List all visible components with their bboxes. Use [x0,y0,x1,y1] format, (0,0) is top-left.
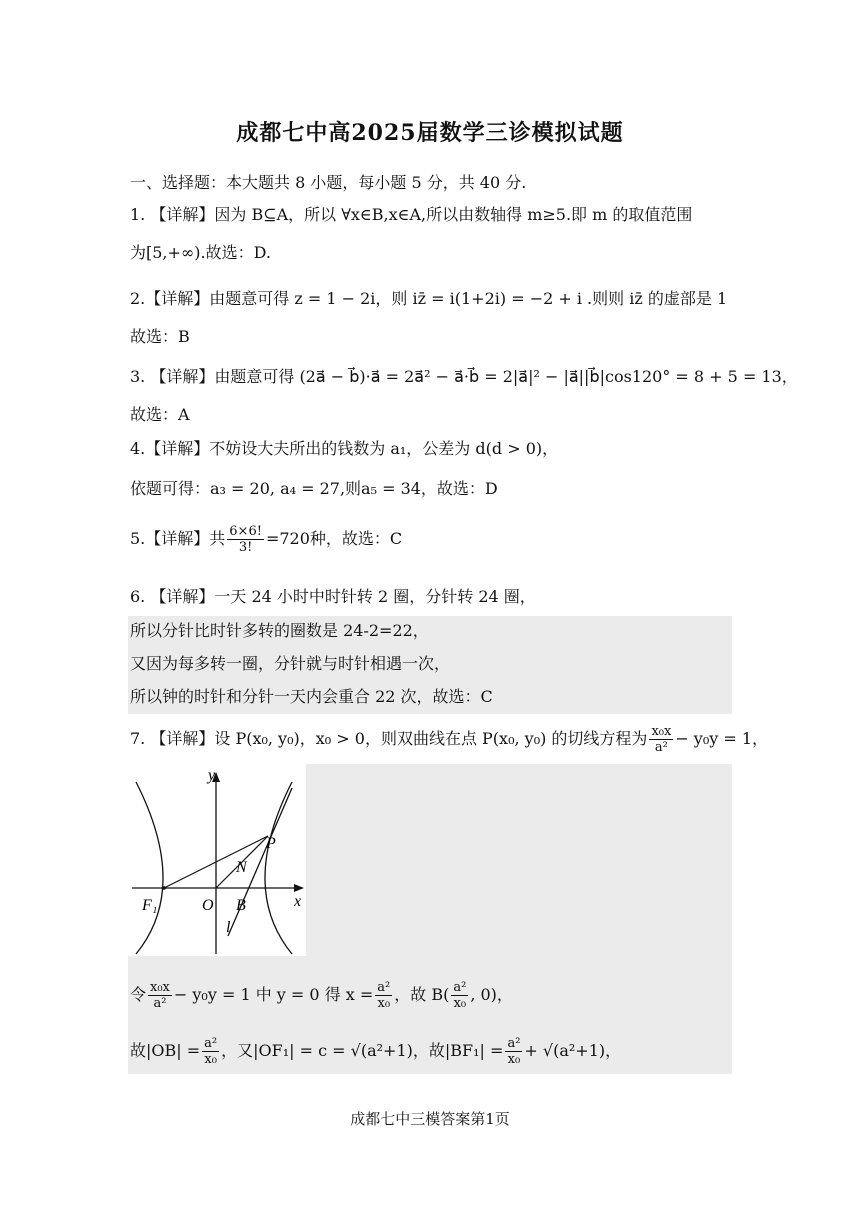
q6-line3: 又因为每多转一圈，分针就与时针相遇一次， [130,654,451,673]
hyperbola-left-branch [136,782,163,954]
q7-line3-frac2-num: a² [507,1036,521,1051]
q6-line2: 所以分针比时针多转的圈数是 24-2=22， [130,621,429,640]
q7-line2-frac-num: x₀x [150,980,170,995]
label-y-axis: y [208,767,216,784]
q1-line1: 1. 【详解】因为 B⊆A，所以 ∀x∈B,x∈A,所以由数轴得 m≥5.即 m 的取值范围 [130,205,693,224]
label-line-l: l [226,919,231,936]
label-focus-f1: F₁ [142,897,158,914]
q7-line2-mid: − y₀y = 1 中 y = 0 得 x = [173,985,374,1004]
q7-line3 [130,1036,621,1067]
q5-denominator: 3! [238,540,253,555]
q5-line [130,524,402,555]
label-x-axis: x [294,893,302,910]
section-heading: 一、选择题：本大题共 8 小题，每小题 5 分，共 40 分. [130,173,527,192]
label-origin: O [202,897,214,914]
hyperbola-right-branch [265,782,292,954]
q7-line1 [130,724,768,755]
q7-line2-fraction2 [375,980,392,1011]
q7-line2-frac-den: a² [153,996,167,1011]
q7-line3-fraction [202,1036,219,1067]
q2-line2: 故选：B [130,327,190,346]
q2-line1: 2.【详解】由题意可得 z = 1 − 2i，则 iz̄ = i(1+2i) = −2 + i .则则 iz̄ 的虚部是 1 [130,289,728,308]
q5-suffix: =720种，故选：C [265,529,403,548]
q5-fraction [227,524,264,555]
q3-line2: 故选：A [130,405,190,424]
q7-line3-prefix: 故|OB| = [130,1041,201,1060]
q7-line3-frac-den: x₀ [204,1052,217,1067]
hyperbola-diagram-svg [128,764,306,956]
q7-line2-suffix: , 0)， [470,985,513,1004]
q7-line3-suffix: + √(a²+1)， [524,1041,622,1060]
q7-tangent-frac-num: x₀x [651,724,672,739]
q7-line2-frac3-num: a² [453,980,467,995]
q1-line2: 为[5,+∞).故选：D. [130,243,271,262]
q7-line1-suffix: − y₀y = 1， [675,729,769,748]
page-title: 成都七中高2025届数学三诊模拟试题 [236,120,624,146]
q6-line4: 所以钟的时针和分针一天内会重合 22 次，故选：C [130,687,493,706]
page-footer: 成都七中三模答案第1页 [350,1110,510,1128]
q7-line2-frac3-den: x₀ [453,996,467,1011]
q7-line2-prefix: 令 [130,985,147,1004]
q3-line1: 3. 【详解】由题意可得 (2a⃗ − b⃗)·a⃗ = 2a⃗² − a⃗·b⃗ = 2|a⃗|² − |a⃗||b⃗|cos120° = 8 + 5 = 13， [130,367,798,386]
label-point-n: N [236,859,247,876]
q6-line1: 6. 【详解】一天 24 小时中时针转 2 圈，分针转 24 圈， [130,587,536,606]
q5-numerator: 6×6! [229,524,262,539]
q7-line2-fraction [148,980,172,1011]
q7-line2-fraction3 [451,980,468,1011]
q7-line3-frac-num: a² [204,1036,218,1051]
q7-line2-frac2-num: a² [377,980,391,995]
q7-tangent-frac-den: a² [654,740,668,755]
q7-line3-frac2-den: x₀ [507,1052,521,1067]
q7-tangent-fraction [649,724,673,755]
q7-line2-mid2: ，故 B( [394,985,450,1004]
q7-line1-prefix: 7. 【详解】设 P(x₀, y₀)，x₀ > 0，则双曲线在点 P(x₀, y₀) 的切线方程为 [130,729,648,748]
q4-line1: 4.【详解】不妨设大夫所出的钱数为 a₁，公差为 d(d > 0)， [130,439,559,458]
q7-line3-mid: ，又|OF₁| = c = √(a²+1)，故|BF₁| = [221,1041,504,1060]
x-axis-arrow [294,884,304,892]
q7-line2 [130,980,513,1011]
focus-point [162,886,166,890]
label-point-b: B [236,897,246,914]
label-point-p: P [266,835,276,852]
q7-line3-fraction2 [505,1036,522,1067]
q7-line2-frac2-den: x₀ [377,996,391,1011]
q4-line2: 依题可得：a₃ = 20, a₄ = 27,则a₅ = 34，故选：D [130,479,498,498]
q5-prefix: 5.【详解】共 [130,529,226,548]
hyperbola-figure [128,764,306,956]
